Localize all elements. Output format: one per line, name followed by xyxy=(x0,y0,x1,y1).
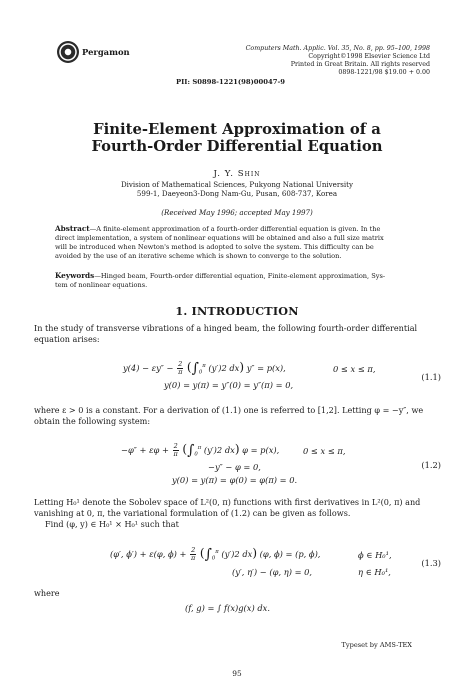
equation-inner-product: (f, g) = ∫ f(x)g(x) dx. xyxy=(185,603,270,613)
fraction: $\frac{2}{\pi}$ xyxy=(178,360,183,376)
abstract-line-1 xyxy=(55,225,425,234)
received-dates: (Received May 1996; accepted May 1997) xyxy=(161,208,313,217)
keywords-label: Keywords xyxy=(55,271,95,280)
keywords-line-2: tem of nonlinear equations. xyxy=(55,281,148,289)
integral-sign: ∫ xyxy=(191,360,199,377)
keywords-line-1 xyxy=(55,272,385,281)
typeset-note: Typeset by AMS-TEX xyxy=(341,641,412,649)
equation-1-3-condition-1: ϕ ∈ H₀¹, xyxy=(358,550,392,560)
equation-1-3-line-2: (y′, η′) − (φ, η) = 0, xyxy=(232,567,313,577)
equation-1-1-condition: 0 ≤ x ≤ π, xyxy=(333,364,376,374)
issn-line: 0898-1221/98 $19.00 + 0.00 xyxy=(338,69,430,76)
abstract-line-4: avoided by the use of an iterative scheme which is shown to converge to the solution. xyxy=(55,252,342,260)
section-heading-introduction: 1. INTRODUCTION xyxy=(175,304,299,318)
equation-1-2-line-1: −φ″ + εφ + $\frac{2}{\pi}$ ($\int_0^\pi$ (y′)2 dx) φ = p(x), xyxy=(121,442,280,459)
paragraph-3-line-3: Find (φ, y) ∈ H₀¹ × H₀¹ such that xyxy=(45,519,179,529)
printed-line: Printed in Great Britain. All rights reserved xyxy=(290,61,430,68)
equation-1-1-line-2: y(0) = y(π) = y″(0) = y″(π) = 0, xyxy=(164,380,294,390)
paper-title-line-2: Fourth-Order Differential Equation xyxy=(91,138,383,155)
equation-1-3-line-1: (φ′, ϕ′) + ε(φ, ϕ) + $\frac{2}{\pi}$ ($\int_0^\pi$ (y′)2 dx) (φ, ϕ) = (p, ϕ), xyxy=(110,546,321,563)
equation-1-2-line-2: −y″ − φ = 0, xyxy=(208,462,261,472)
keywords-text: —Hinged beam, Fourth-order differential equation, Finite-element approximation, Sys- xyxy=(94,272,386,280)
author-name: J. Y. Shin xyxy=(213,169,261,179)
abstract-line-3: will be introduced when Newton's method is adopted to solve the system. This difficulty can be xyxy=(55,243,374,251)
abstract-line-2: direct implementation, a system of nonlinear equations will be obtained and also a full size matrix xyxy=(55,234,384,242)
paragraph-2-line-2: obtain the following system: xyxy=(34,416,151,426)
paragraph-3-line-1: Letting H₀¹ denote the Sobolev space of L²(0, π) functions with first derivatives in L²(0, π) and xyxy=(34,497,421,507)
integral-sign: ∫ xyxy=(204,546,212,563)
equation-number-1-3: (1.3) xyxy=(421,558,441,568)
page-number: 95 xyxy=(232,669,242,678)
equation-1-2-line-3: y(0) = y(π) = φ(0) = φ(π) = 0. xyxy=(172,475,298,485)
fraction: $\frac{2}{\pi}$ xyxy=(191,546,196,562)
copyright-line: Copyright©1998 Elsevier Science Ltd xyxy=(308,53,430,60)
paragraph-1-line-2: equation arises: xyxy=(34,334,100,344)
affiliation-line-2: 599-1, Daeyeon3-Dong Nam-Gu, Pusan, 608-737, Korea xyxy=(136,189,338,198)
paper-title-line-1: Finite-Element Approximation of a xyxy=(93,121,381,138)
paragraph-1-line-1: In the study of transverse vibrations of a hinged beam, the following fourth-order differential xyxy=(34,323,418,333)
equation-1-3-condition-2: η ∈ H₀¹, xyxy=(358,567,391,577)
paragraph-3-line-2: vanishing at 0, π, the variational formulation of (1.2) can be given as follows. xyxy=(34,508,351,518)
where-text: where xyxy=(34,588,60,598)
equation-1-1-line-1: y(4) − εy″ − $\frac{2}{\pi}$ ($\int_0^\pi$ (y′)2 dx) y″ = p(x), xyxy=(123,360,286,377)
pergamon-logo xyxy=(57,41,79,63)
paragraph-2-line-1: where ε > 0 is a constant. For a derivation of (1.1) one is referred to [1,2]. Letting φ = −y″, we xyxy=(34,405,424,415)
equation-1-2-condition: 0 ≤ x ≤ π, xyxy=(303,446,346,456)
pii-line: PII: S0898-1221(98)00047-9 xyxy=(176,78,285,86)
journal-citation: Computers Math. Applic. Vol. 35, No. 8, pp. 95–100, 1998 xyxy=(245,45,430,52)
publisher-name: Pergamon xyxy=(82,47,130,57)
integral-sign: ∫ xyxy=(187,442,195,459)
equation-number-1-2: (1.2) xyxy=(421,460,441,470)
abstract-text: —A finite-element approximation of a fourth-order differential equation is given. In the xyxy=(89,225,381,233)
abstract-label: Abstract xyxy=(55,224,90,233)
affiliation-line-1: Division of Mathematical Sciences, Pukyong National University xyxy=(120,180,354,189)
equation-number-1-1: (1.1) xyxy=(421,372,441,382)
fraction: $\frac{2}{\pi}$ xyxy=(173,442,178,458)
